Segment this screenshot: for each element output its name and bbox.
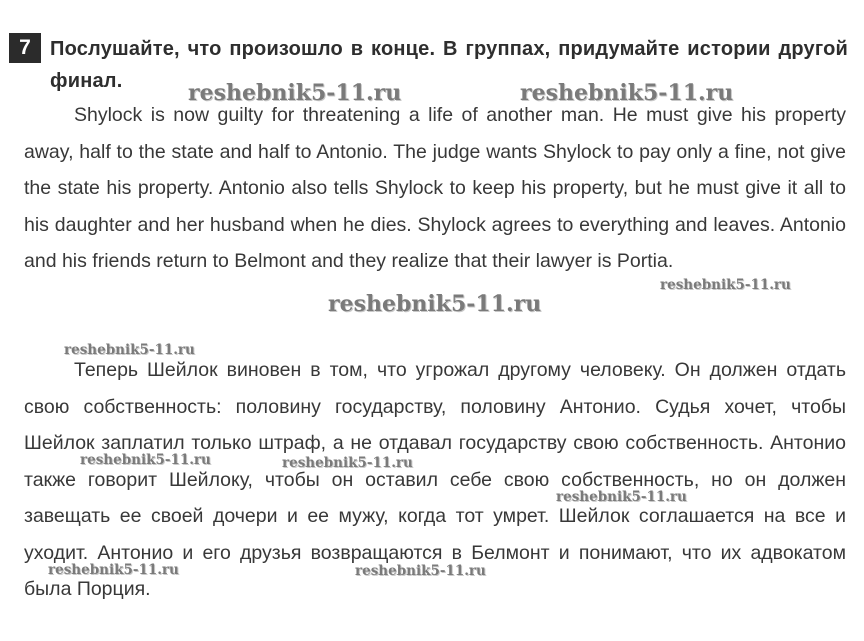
watermark: reshebnik5-11.ru: [556, 489, 687, 505]
task-number-badge: 7: [9, 33, 41, 63]
watermark: reshebnik5-11.ru: [520, 80, 734, 106]
watermark: reshebnik5-11.ru: [328, 291, 542, 317]
watermark: reshebnik5-11.ru: [80, 452, 211, 468]
watermark: reshebnik5-11.ru: [282, 455, 413, 471]
watermark: reshebnik5-11.ru: [64, 342, 195, 358]
task-instruction: Послушайте, что произошло в конце. В группах, придумайте истории другой финал.: [50, 38, 848, 92]
watermark: reshebnik5-11.ru: [48, 562, 179, 578]
russian-paragraph: Теперь Шейлок виновен в том, что угрожал другому человеку. Он должен отдать свою собственность: половину государству, половину Антонио. Судья хочет, чтобы Шейлок заплатил только штраф, а не отдавал государству свою собственность. Антонио также говорит Шейлоку, чтобы он оставил себе свою собственность, но он должен завещать ее своей дочери и ее мужу, когда тот умрет. Шейлок соглашается на все и уходит. Антонио и его друзья возвращаются в Белмонт и понимают, что их адвокатом была Порция.: [24, 359, 846, 600]
english-paragraph: Shylock is now guilty for threatening a life of another man. He must give his property away, half to the state and half to Antonio. The judge wants Shylock to pay only a fine, not give the state his property. Antonio also tells Shylock to keep his property, but he must give it all to his daughter and her husband when he dies. Shylock agrees to everything and leaves. Antonio and his friends return to Belmont and they realize that their lawyer is Portia.: [24, 104, 846, 272]
watermark: reshebnik5-11.ru: [188, 80, 402, 106]
watermark: reshebnik5-11.ru: [355, 563, 486, 579]
watermark: reshebnik5-11.ru: [660, 277, 791, 293]
